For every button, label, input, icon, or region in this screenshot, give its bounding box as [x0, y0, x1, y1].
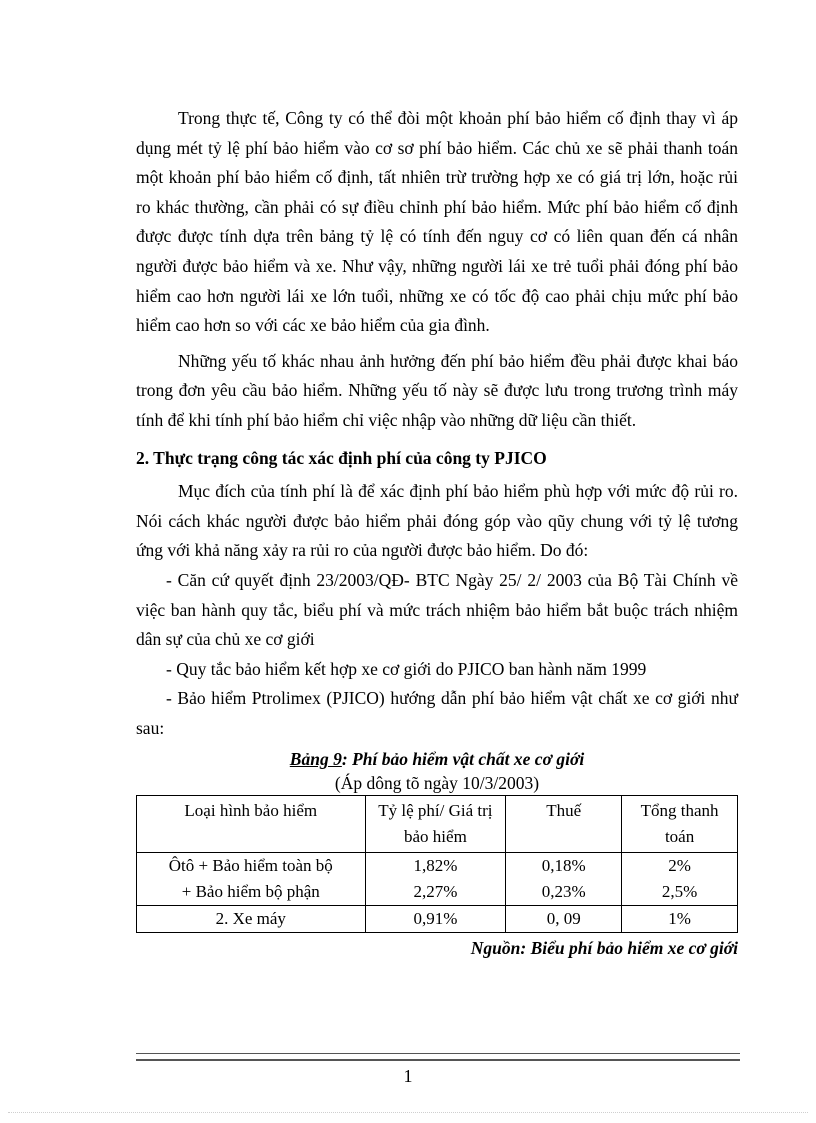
row-motorbike-rate: 0,91% — [365, 906, 506, 933]
page-number: 1 — [403, 1066, 413, 1086]
table-title-text: : Phí bảo hiểm vật chất xe cơ giới — [341, 749, 585, 770]
paragraph-purpose: Mục đích của tính phí là để xác định phí bảo hiểm phù hợp với mức độ rủi ro. Nói cách khác người được bảo hiểm phải đóng góp vào qũy chung với tỷ lệ tương ứng với khả năng xảy ra rủi ro của người được bảo hiểm. Do đó: — [136, 481, 738, 561]
table-row-motorbike — [137, 906, 738, 933]
table-cell-tax — [506, 853, 622, 906]
row-motorbike-tax: 0, 09 — [506, 906, 622, 933]
premium-table — [136, 795, 738, 933]
table-header-row — [137, 796, 738, 853]
table-subtitle: (Áp dông tõ ngày 10/3/2003) — [334, 773, 540, 794]
header-tax: Thuế — [506, 796, 622, 853]
header-total: Tổng thanh toán — [622, 796, 738, 853]
footer-divider — [136, 1053, 740, 1061]
row-car-full-total: 2% — [668, 856, 691, 876]
row-car-partial-tax: 0,23% — [541, 882, 586, 902]
paragraph-fixed-premium: Trong thực tế, Công ty có thể đòi một khoản phí bảo hiểm cố định thay vì áp dụng mét tỷ lệ phí bảo hiểm vào cơ sơ phí bảo hiểm. Các chủ xe sẽ phải thanh toán một khoản phí bảo hiểm cố định, tất nhiên trừ trường hợp xe có giá trị lớn, hoặc rủi ro khác thường, cần phải có sự điều chỉnh phí bảo hiểm. Mức phí bảo hiểm cố định được được tính dựa trên bảng tỷ lệ có tính đến nguy cơ có liên quan đến cá nhân người được bảo hiểm và xe. Như vậy, những người lái xe trẻ tuổi phải đóng phí bảo hiểm cao hơn người lái xe lớn tuổi, những xe có tốc độ cao phải chịu mức phí bảo hiểm cao hơn so với các xe bảo hiểm của gia đình. — [136, 108, 738, 336]
page-bottom-border — [8, 1112, 808, 1113]
paragraph-declaration-factors: Những yếu tố khác nhau ảnh hưởng đến phí bảo hiểm đều phải được khai báo trong đơn yêu cầu bảo hiểm. Những yếu tố này sẽ được lưu trong trương trình máy tính để khi tính phí bảo hiểm chỉ việc nhập vào những dữ liệu cần thiết. — [136, 350, 738, 430]
table-cell-type — [137, 853, 366, 906]
table-title — [136, 747, 738, 771]
bullet-rules: - Quy tắc bảo hiểm kết hợp xe cơ giới do PJICO ban hành năm 1999 — [166, 658, 647, 679]
bullet-guidance: - Bảo hiểm Ptrolimex (PJICO) hướng dẫn phí bảo hiểm vật chất xe cơ giới như sau: — [136, 688, 738, 738]
row-car-partial-rate: 2,27% — [413, 882, 458, 902]
table-cell-rate — [365, 853, 506, 906]
page-content — [136, 104, 738, 963]
table-title-label: Bảng 9 — [289, 749, 342, 770]
header-insurance-type: Loại hình bảo hiểm — [137, 796, 366, 853]
table-cell-total — [622, 853, 738, 906]
section-heading: 2. Thực trạng công tác xác định phí của công ty PJICO — [136, 447, 547, 468]
row-car-partial-total: 2,5% — [661, 882, 698, 902]
bullet-decision: - Căn cứ quyết định 23/2003/QĐ- BTC Ngày 25/ 2/ 2003 của Bộ Tài Chính về việc ban hành quy tắc, biểu phí và mức trách nhiệm bảo hiểm bắt buộc trách nhiệm dân sự của chủ xe cơ giới — [136, 569, 738, 650]
row-car-full-type: Ôtô + Bảo hiểm toàn bộ — [168, 856, 333, 876]
row-car-full-rate: 1,82% — [413, 856, 458, 876]
header-rate: Tỷ lệ phí/ Giá trị bảo hiểm — [365, 796, 506, 853]
row-car-partial-type: + Bảo hiểm bộ phận — [181, 882, 320, 902]
table-source: Nguồn: Biểu phí bảo hiểm xe cơ giới — [470, 938, 738, 959]
row-car-full-tax: 0,18% — [541, 856, 586, 876]
row-motorbike-total: 1% — [622, 906, 738, 933]
row-motorbike-type: 2. Xe máy — [137, 906, 366, 933]
table-row-car — [137, 853, 738, 906]
